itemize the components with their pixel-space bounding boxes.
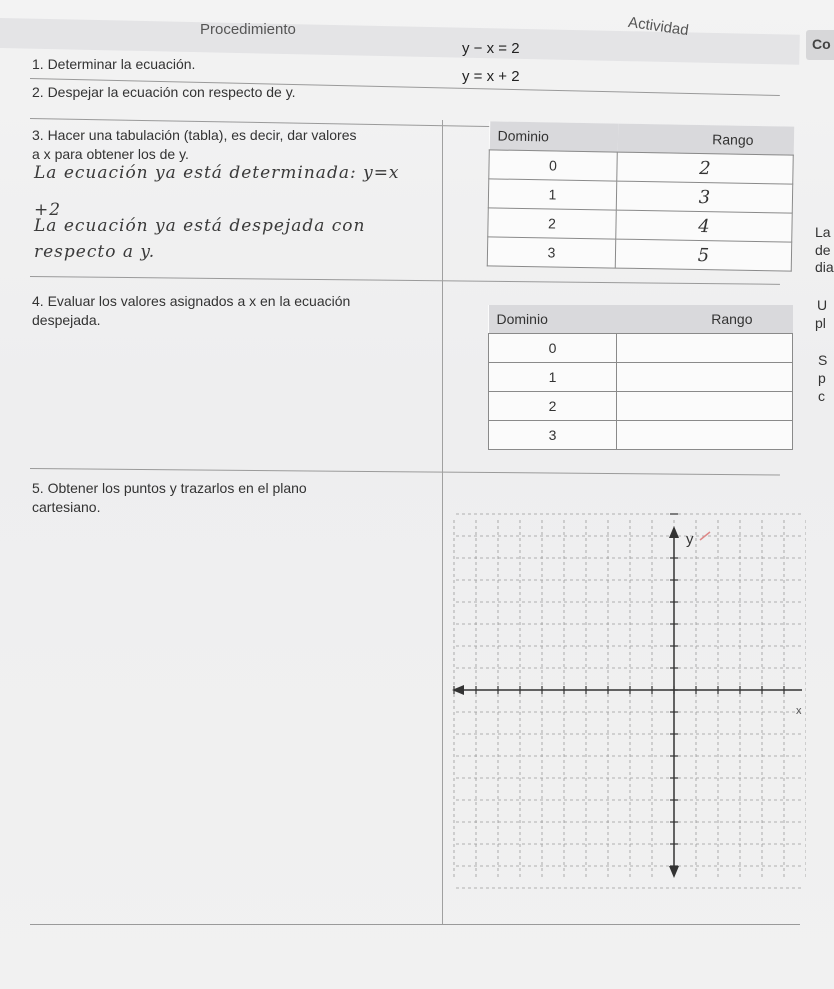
side-text: p <box>818 370 826 386</box>
table-header-dominio: Dominio <box>489 121 617 152</box>
table-row <box>489 421 793 450</box>
side-text: de <box>815 242 831 258</box>
table-header-rango: Rango <box>617 305 793 334</box>
handwritten-line-4: respecto a y. <box>34 242 156 262</box>
x-axis-label: x <box>796 705 802 717</box>
header-procedimiento: Procedimiento <box>200 21 296 38</box>
step-1-text: 1. Determinar la ecuación. <box>32 56 196 72</box>
step-2-text: 2. Despejar la ecuación con respecto de y. <box>32 84 296 100</box>
range-cell: 4 <box>616 210 792 242</box>
range-cell: 2 <box>617 152 793 184</box>
side-text: U <box>817 297 828 313</box>
step-4-line1: 4. Evaluar los valores asignados a x en la ecuación <box>32 293 351 309</box>
range-cell: 5 <box>615 239 791 271</box>
range-cell: 3 <box>616 181 792 213</box>
evaluation-table <box>488 305 793 450</box>
header-actividad: Actividad <box>627 13 690 40</box>
range-cell[interactable] <box>617 334 793 363</box>
step-1-equation: y − x = 2 <box>462 40 520 57</box>
domain-cell: 0 <box>489 150 617 181</box>
y-axis-arrow-down <box>669 866 679 878</box>
table-header-rango: Rango <box>617 124 793 156</box>
tabulation-table <box>487 121 794 271</box>
table-row <box>487 237 791 271</box>
handwritten-line-2: +2 <box>34 200 62 220</box>
range-cell[interactable] <box>617 363 793 392</box>
domain-cell: 2 <box>489 392 617 421</box>
step-5-line1: 5. Obtener los puntos y trazarlos en el plano <box>32 480 307 496</box>
side-text: S <box>818 352 828 368</box>
step-3-line1: 3. Hacer una tabulación (tabla), es decir, dar valores <box>32 127 357 143</box>
table-row <box>489 392 793 421</box>
domain-cell: 0 <box>489 334 617 363</box>
side-text: dia <box>815 259 834 275</box>
side-text: La <box>815 224 831 240</box>
side-text: pl <box>815 315 826 331</box>
step-4-line2: despejada. <box>32 312 101 328</box>
table-row <box>489 334 793 363</box>
range-cell[interactable] <box>617 392 793 421</box>
table-row <box>489 363 793 392</box>
range-cell[interactable] <box>617 421 793 450</box>
step-5-line2: cartesiano. <box>32 499 101 515</box>
handwritten-line-1: La ecuación ya está determinada: y=x <box>34 163 400 183</box>
cartesian-plane[interactable] <box>446 510 806 910</box>
side-text: c <box>818 388 825 404</box>
domain-cell: 1 <box>488 179 616 210</box>
step-3-line2: a x para obtener los de y. <box>32 146 189 162</box>
domain-cell: 2 <box>488 208 616 239</box>
handwritten-line-3: La ecuación ya está despejada con <box>34 216 366 236</box>
y-axis-label: y <box>686 531 694 548</box>
domain-cell: 1 <box>489 363 617 392</box>
row-divider <box>30 468 780 476</box>
step-2-equation: y = x + 2 <box>462 68 520 85</box>
domain-cell: 3 <box>487 237 615 268</box>
side-tag: Co <box>806 30 834 60</box>
row-divider <box>30 276 780 285</box>
bottom-border <box>30 924 800 925</box>
table-header-dominio: Dominio <box>489 305 617 334</box>
column-divider <box>442 120 443 925</box>
domain-cell: 3 <box>489 421 617 450</box>
